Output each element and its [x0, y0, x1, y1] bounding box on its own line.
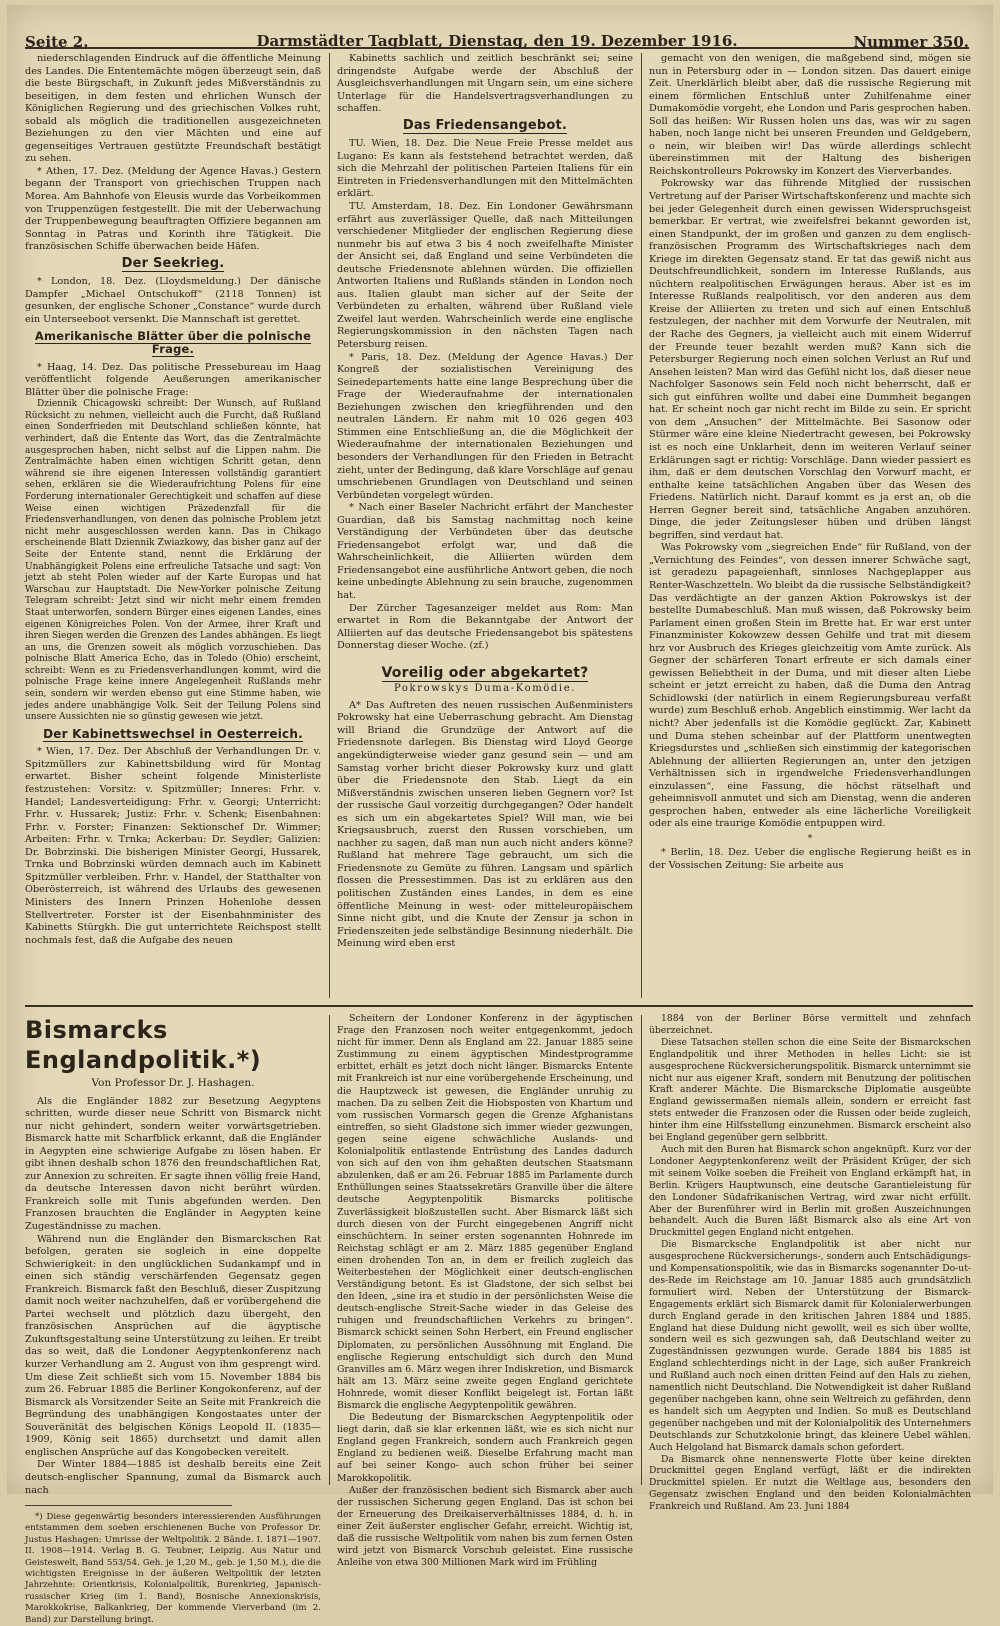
- column-divider: [329, 53, 330, 998]
- article-text: * Berlin, 18. Dez. Ueber die englische Regierung heißt es in der Vossischen Zeitung: Sie arbeite aus: [649, 847, 971, 871]
- column-divider: [641, 53, 642, 998]
- footnote-rule: [25, 1505, 232, 1506]
- article-text: Kabinetts sachlich und zeitlich beschränkt sei; seine dringendste Aufgabe werde der Abschluß der Ausgleichsverhandlungen mit Ungarn sein, um eine sichere Unterlage für die Handelsvertragsverhandlungen zu schaffen.: [337, 53, 633, 115]
- article-text: Was Pokrowsky vom „siegreichen Ende“ für Rußland, von der „Vernichtung des Feindes“, von dessen innerer Schwäche sagt, ist geradezu papageienhaft, sinnloses Nachgeplapper aus Renter-Waschzetteln. Wo bleibt da die russische Selbständigkeit? Das verdächtigte an der ganzen Aktion Pokrowskys ist der bestellte Dumabeschluß. Man muß wissen, daß Pokrowsky beim Parlament einen großen Stein im Brette hat. Er war erst unter Finanzminister Kokowzew dessen Gehilfe und trat mit diesem hrz vor Ausbruch des Krieges gleichzeitig vom Amte zurück. Als Gegner der schärferen Tonart erfreute er sich damals einer gewissen Beliebtheit in der Duma, und mit dieser alten Liebe scheint er jetzt erreicht zu haben, daß die Duma den Antrag Schidlowski (der natürlich in einem Regierungsbureau verfaßt wurde) zum Beschluß erhob. Angeblich einstimmig. Wer lacht da nicht? Aber jedenfalls ist die Komödie geglückt. Zar, Kabinett und Duma stehen scheinbar auf der Plattform unentwegten Kriegsdurstes und „schließen sich einstimmig der kategorischen Ablehnung der alliierten Regierungen an, unter den jetzigen Verhältnissen sich in irgendwelche Friedensverhandlungen einzulassen“, eine Fassung, die höchst rätselhaft und geheimnisvoll anmutet und sich am Dienstag, wenn die anderen gesprochen haben, entweder als eine lächerliche Voreiligkeit oder als eine traurige Komödie entpuppen wird.: [649, 542, 971, 830]
- article-text: A* Das Auftreten des neuen russischen Außenministers Pokrowsky hat eine Ueberraschung gebracht. Am Dienstag will Briand die Grundzüge der Antwort auf die Friedensnote darlegen. Bis Dienstag wird Lloyd George angekündigterweise wieder ganz gesund sein — und am Samstag vorher bricht dieser Pokrowsky kurz und glatt über die Friedensnote den Stab. Liegt da ein Mißverständnis zwischen unseren lieben Gegnern vor? Ist der russische Gaul vorzeitig durchgegangen? Oder handelt es sich um ein abgekartetes Spiel? Will man, wie bei Kriegsausbruch, zuerst den Russen vorschieben, um nachher zu sagen, daß man nun auch nicht anders könne? Rußland hat mehrere Tage gebraucht, um sich die Friedensnote zu Gemüte zu führen. Langsam und spärlich flossen die Pressestimmen. Das ist zu erklären aus den politischen Zuständen eines Landes, in dem es eine öffentliche Meinung in west- oder mitteleuropäischem Sinne nicht gibt, und die Knute der Zensur ja schon in Friedenszeiten jede selbständige Besinnung niederhält. Die Meinung wird eben erst: [337, 699, 633, 950]
- article-text: Als die Engländer 1882 zur Besetzung Aegyptens schritten, wurde dieser neue Schritt von Bismarck nicht nur nicht gehindert, sondern weiter vorwärtsgetrieben. Bismarck hatte mit Scharfblick erkannt, daß die Engländer in Aegypten eine schwierige Aufgabe zu lösen haben. Er gibt ihnen deshalb schon 1876 den freundschaftlichen Rat, zur Annexion zu schreiten. Er sagte ihnen völlig freie Hand, da deutsche Interessen davon nicht berührt würden. Frankreich solle mit Tunis abgefunden werden. Den Franzosen brauchten die Engländer in Aegypten keine Zugeständnisse zu machen.: [25, 1095, 321, 1233]
- lower-column-2: [337, 1013, 633, 1569]
- article-text: Der Winter 1884—1885 ist deshalb bereits eine Zeit deutsch-englischer Spannung, zumal da Bismarck auch nach: [25, 1459, 321, 1496]
- article-text: Die Bedeutung der Bismarckschen Aegyptenpolitik oder liegt darin, daß sie klar erkennen läßt, wie es sich nicht nur England gegen Frankreich, sondern auch Frankreich gegen England zu bedienen weiß. Dieselbe Erfahrung macht man auf bei seiner Kongo- auch schon früher bei seiner Marokkopolitik.: [337, 1412, 633, 1484]
- article-text: * Nach einer Baseler Nachricht erfährt der Manchester Guardian, daß bis Samstag nachmittag noch keine Verständigung der Verbündeten über das deutsche Friedensangebot erfolgt war, und daß die Wahrscheinlichkeit, die Alliierten würden dem Friedensangebot eine ausführliche Antwort geben, die noch keine unbedingte Ablehnung zu sein brauche, zugenommen hat.: [337, 502, 633, 601]
- section-heading: Voreilig oder abgekartet?: [381, 664, 589, 681]
- section-divider: [25, 1005, 973, 1007]
- column-divider: [641, 1015, 642, 1485]
- lower-column-1: [25, 1015, 321, 1625]
- article-text: TU. Amsterdam, 18. Dez. Ein Londoner Gewährsmann erfährt aus zuverlässiger Quelle, daß nach Mitteilungen verschiedener Mitglieder der englischen Regierung diese nunmehr bis auf etwa 3 bis 4 noch zweifelhafte Minister der Ansicht sei, daß England und seine Verbündeten die deutsche Friedensnote ablehnen würden. Die offiziellen Antworten Italiens und Rußlands ständen in London noch aus. Italien glaubt man sicher auf der Seite der Verbündeten zu erhalten, während über Rußland viele Zweifel laut werden. Wahrscheinlich werde eine englische Regierungskommission in den nächsten Tagen nach Petersburg reisen.: [337, 201, 633, 351]
- article-text: * Paris, 18. Dez. (Meldung der Agence Havas.) Der Kongreß der sozialistischen Vereinigung des Seinedepartements hatte eine lange Besprechung über die Frage der Wiederaufnahme der internationalen Beziehungen zwischen den kriegführenden und den neutralen Ländern. Er nahm mit 10 026 gegen 403 Stimmen eine Entschließung an, die die Möglichkeit der Wiederaufnahme der internationalen Beziehungen und besonders der Verhandlungen für den Frieden in Betracht zieht, unter der Bedingung, daß klare Vorschläge auf genau umschriebenen Grundlagen von Deutschland und seinen Verbündeten vorgelegt würden.: [337, 351, 633, 501]
- author-byline: Von Professor Dr. J. Hashagen.: [91, 1077, 255, 1089]
- article-subtitle: Pokrowskys Duma-Komödie.: [393, 683, 577, 695]
- separator-star: *: [807, 833, 813, 844]
- article-text: niederschlagenden Eindruck auf die öffentliche Meinung des Landes. Die Ententemächte mögen überzeugt sein, daß die beste Bürgschaft, in Zukunft jedes Mißverständnis zu beseitigen, in dem festen und ehrlichen Wunsch der Königlichen Regierung und des griechischen Volkes ruht, sobald als möglich die traditionellen ausgezeichneten Beziehungen zu den vier Mächten und eine auf gegenseitiges Vertrauen gestützte Freundschaft bestätigt zu sehen.: [25, 53, 321, 165]
- article-text: * London, 18. Dez. (Lloydsmeldung.) Der dänische Dampfer „Michael Ontschukoff“ (2118 Tonnen) ist gesunken, der englische Schoner „Constance“ wurde durch ein Unterseeboot versenkt. Die Mannschaft ist gerettet.: [25, 276, 321, 325]
- article-text: * Haag, 14. Dez. Das politische Pressebureau im Haag veröffentlicht folgende Aeußerungen amerikanischer Blätter über die polnische Frage:: [25, 361, 321, 398]
- lower-column-3: [649, 1013, 971, 1513]
- article-text: Diese Tatsachen stellen schon die eine Seite der Bismarckschen Englandpolitik und ihrer Methoden in helles Licht: sie ist ausgesprochene Rückversicherungspolitik. Bismarck unternimmt sie nicht nur aus eigener Kraft, sondern mit Benutzung der politischen Kraft anderer Mächte. Die Bismarcksche Diplomatie ausgeübte England gewissermaßen niemals allein, sondern er erreicht fast stets entweder die Franzosen oder die Russen oder beide zugleich, hinter ihm eine Hilfsstellung einzunehmen. Bismarck erscheint also bei England gegenüber gern selbbritt.: [649, 1036, 971, 1144]
- footnote-text: *) Diese gegenwärtig besonders interessierenden Ausführungen entstammen dem soeben erschienenen Buche von Professor Dr. Justus Hashagen: Umrisse der Weltpolitik. 2 Bände. I. 1871—1907. II. 1908—1914. Verlag B. G. Teubner, Leipzig. Aus Natur und Geisteswelt, Band 553/54. Geh. je 1,20 M., geb. je 1,50 M.), die die wichtigsten Ereignisse in der äußeren Weltpolitik der letzten Jahrzehnte: Orientkrisis, Kolonialpolitik, Burenkrieg, Japanisch-russischer Krieg (im 1. Band), Bosnische Annexionskrisis, Marokkokrise, Balkankrieg, Der kommende Vierverband (im 2. Band) zur Darstellung bringt.: [25, 1512, 321, 1625]
- article-text: TU. Wien, 18. Dez. Die Neue Freie Presse meldet aus Lugano: Es kann als feststehend betrachtet werden, daß sich die Mehrzahl der politischen Parteien Italiens für ein Eintreten in Friedensverhandlungen mit den Mittelmächten erklärt.: [337, 138, 633, 200]
- article-text: * Wien, 17. Dez. Der Abschluß der Verhandlungen Dr. v. Spitzmüllers zur Kabinettsbildung wird für Montag erwartet. Bisher scheint folgende Ministerliste festzustehen: Vorsitz: v. Spitzmüller; Inneres: Frhr. v. Handel; Landesverteidigung: Frhr. v. Georgi; Unterricht: Frhr. v. Hussarek; Justiz: Frhr. v. Schenk; Eisenbahnen: Frhr. v. Forster; Finanzen: Sektionschef Dr. Wimmer; Arbeiten: Frhr. v. Trnka; Ackerbau: Dr. Seydler; Galizien: Dr. Bobrzinski. Die bisherigen Minister Georgi, Hussarek, Trnka und Bobrzinski würden demnach auch im Kabinett Spitzmüller verbleiben. Frhr. v. Handel, der Statthalter von Oberösterreich, ist während des Urlaubs des gewesenen Ministers des Innern Prinzen Hohenlohe dessen Stellvertreter. Forster ist der Eisenbahnminister des Kabinetts Stürgkh. Die gut unterrichtete Reichspost stellt nochmals fest, daß die Aufgabe des neuen: [25, 746, 321, 946]
- column-divider: [329, 1015, 330, 1485]
- article-text: Während nun die Engländer den Bismarckschen Rat befolgen, geraten sie sogleich in eine doppelte Schwierigkeit: in den unglücklichen Sudankampf und in einen sich ständig verschärfenden Gegensatz gegen Frankreich. Bismarck faßt den Beschluß, dieser Zuspitzung damit noch weiter nachzuhelfen, daß er vorübergehend die Partei wechselt und plötzlich dazu übergeht, den französischen Ansprüchen auf die ägyptische Zukunftsgestaltung seine Unterstützung zu leihen. Er treibt das so weit, daß die Londoner Aegyptenkonferenz nach kurzer Verhandlung am 2. August von ihm gesprengt wird. Um diese Zeit schließt sich vom 15. November 1884 bis zum 26. Februar 1885 die Berliner Kongokonferenz, auf der Bismarck als Vorsitzender Seite an Seite mit Frankreich die Begründung des unabhängigen Kongostaates unter der Souveränität des belgischen Königs Leopold II. (1835—1909, König seit 1865) durchsetzt und damit allen englischen Ansprüche auf das Kongobecken vereitelt.: [25, 1233, 321, 1458]
- article-text: gemacht von den wenigen, die maßgebend sind, mögen sie nun in Petersburg oder in — London sitzen. Das dauert einige Zeit. Unerklärlich bleibt aber, daß die russische Regierung mit einem förmlichen Entschluß unter Zuhilfenahme einer Dumakomödie vorgeht, ehe London und Paris gesprochen haben. Soll das heißen: Wir Russen holen uns das, was wir zu sagen haben, noch lange nicht bei unseren Freunden und Geldgebern, o nein, wir bleiben wir! Das würde allerdings schlecht übereinstimmen mit der Haltung des bisherigen Reichskontrolleurs Pokrowsky im Konzert des Vierverbandes.: [649, 53, 971, 177]
- upper-column-2: [337, 53, 633, 998]
- page-number: Seite 2.: [25, 33, 89, 51]
- article-text: Scheitern der Londoner Konferenz in der ägyptischen Frage den Franzosen noch weiter entgegenkommt, jedoch nicht für immer. Denn als England am 22. Januar 1885 seine Zustimmung zu einem ägyptischen Mindestprogramme erbittet, erhält es jetzt doch nicht länger. Bismarcks Entente mit Frankreich ist nur eine vorübergehende Erscheinung, und die Hauptzweck ist gewesen, die Engländer unruhig zu machen. Da zu selben Zeit die Hiobsposten von Khartum und vom russischen Vormarsch gegen die Grenze Afghanistans eintreffen, so sieht Gladstone sich immer wieder gezwungen, gegen seine eigene schwächliche Auslands- und Kolonialpolitik entlastende Entrüstung des Landes dadurch von sich auf den von ihm gehaßten deutschen Staatsmann abzulenken, daß er am 26. Februar 1885 im Parlamente durch Enthüllungen seines Staatssekretärs Granville über die ältere deutsche Aegyptenpolitik Bismarcks politische Zuverlässigkeit bloßzustellen sucht. Aber Bismarck läßt sich durch diesen von der Furcht eingegebenen Angriff nicht einschüchtern. In seiner ersten sogenannten Hohnrede im Reichstag schlägt er am 2. März 1885 gegenüber England einen drohenden Ton an, in dem er freilich zugleich das Weiterbestehen der Möglichkeit einer deutsch-englischen Verständigung betont. Es ist Gladstone, der sich selbst bei den Ideen, „sine ira et studio in der persönlichsten Weise die deutsch-englische Streit-Sache wieder in das Geleise des ruhigen und freundschaftlichen Verkehrs zu bringen“. Bismarck schickt seinen Sohn Herbert, ein Freund englischer Diplomaten, zu persönlichen Aussöhnung mit England. Die englische Regierung entschuldigt sich durch den Mund Granvilles am 6. März wegen ihrer Indiskretion, und Bismarck hält am 13. März seine zweite gegen England gerichtete Hohnrede, womit dieser Konflikt beigelegt ist. Fortan läßt Bismarck die englische Aegyptenpolitik gewähren.: [337, 1013, 633, 1411]
- article-text: Auch mit den Buren hat Bismarck schon angeknüpft. Kurz vor der Londoner Aegyptenkonferenz weilt der Präsident Krüger, der sich mit seinem Volke soeben die Freiheit von England erkämpft hat, in Berlin. Krügers Hauptwunsch, eine deutsche Garantieleistung für den Londoner Südafrikanischen Vertrag, wird zwar nicht erfüllt. Aber der Burenführer wird in Berlin mit großen Auszeichnungen behandelt. Auch die Buren läßt Bismarck also als eine Art von Druckmittel gegen England nicht entgehen.: [649, 1143, 971, 1239]
- upper-column-3: [649, 53, 971, 998]
- section-heading: Der Kabinettswechsel in Oesterreich.: [43, 726, 303, 741]
- article-text: Pokrowsky war das führende Mitglied der russischen Vertretung auf der Pariser Wirtschaftskonferenz und machte sich bei jeder Gelegenheit durch einen gewissen Widerspruchsgeist bemerkbar. Er vertrat, wie zweifelsfrei bekannt geworden ist, einen Standpunkt, der im großen und ganzen zu dem englisch-französischen Programm des Wirtschaftskrieges nach dem Kriege im direkten Gegensatz stand. Er tat das gewiß nicht aus Deutschfreundlichkeit, sondern im Interesse Rußlands, aus nüchtern realpolitischen Erwägungen heraus. Aber ist es im Interesse Rußlands realpolitisch, vor den anderen aus dem Kreise der Alliierten zu treten und sich auf einen Entschluß festzulegen, der nachher mit dem Vorwurfe der Neutralen, mit der Rache des Gegners, ja vielleicht auch mit einem Widerruf der Freunde teuer bezahlt werden muß? Kann sich die Petersburger Regierung noch einen solchen Verlust an Ruf und Ansehen leisten? Man wird das Gefühl nicht los, daß dieser neue Nachfolger Sasonows sein Feld noch nicht beherrscht, daß er sich gut einführen wollte und dabei eine Dummheit begangen hat. Er scheint noch gar nicht recht im Bilde zu sein. Er spricht von dem „Ansuchen“ der Mittelmächte. Bei Sasonow oder Stürmer wäre eine kleine Niedertracht gewesen, bei Pokrowsky ist es noch eine Unklarheit, denn im weiteren Verlauf seiner Erklärungen sagt er richtig: Vorschläge. Dann wieder passiert es ihm, daß er dem deutschen Vorschlag den Vorwurf macht, er enthalte keine tatsächlichen Angaben über das Wesen des Friedens. Natürlich nicht. Darauf kommt es ja erst an, ob die Herren Gegner bereit sind, tatsächliche Angaben anzuhören. Dinge, die jeder Zeitungsleser hüben und drüben längst begriffen, sind verdaut hat.: [649, 178, 971, 541]
- feature-title: Bismarcks Englandpolitik.*): [25, 1016, 262, 1074]
- article-text: * Athen, 17. Dez. (Meldung der Agence Havas.) Gestern begann der Transport von griechischen Truppen nach Morea. Am Bahnhofe von Eleusis wurde das Vorbeikommen von Truppenzügen festgestellt. Die mit der Ueberwachung der Truppenbewegung beauftragten Offiziere begannen am Sonntag in Patras und Korinth ihre Tätigkeit. Die französischen Schiffe überwachen beide Häfen.: [25, 165, 321, 253]
- article-text: 1884 von der Berliner Börse vermittelt und zehnfach überzeichnet.: [649, 1013, 971, 1036]
- upper-column-1: [25, 53, 321, 998]
- section-heading: Der Seekrieg.: [121, 255, 225, 271]
- article-text: Der Zürcher Tagesanzeiger meldet aus Rom: Man erwartet in Rom die Bekanntgabe der Antwort der Alliierten auf das deutsche Friedensangebot bis spätestens Donnerstag dieser Woche. (zf.): [337, 602, 633, 652]
- article-text: Dziennik Chicagowski schreibt: Der Wunsch, auf Rußland Rücksicht zu nehmen, vielleicht auch die Furcht, daß Rußland einen Sonderfrieden mit Deutschland schließen könnte, hat verhindert, daß die Entente das Wort, das die Zentralmächte ausgesprochen haben, nicht selbst auf die Lippen nahm. Die Zentralmächte haben einen wichtigen Schritt getan, denn während sie ihre eigenen Interessen vollständig garantiert sehen, erklären sie die Wiederaufrichtung Polens für eine Forderung internationaler Gerechtigkeit und schaffen auf diese Weise einen wichtigen Präzedenzfall für die Friedensverhandlungen, von denen das polnische Problem jetzt nicht mehr ausgeschlossen werden kann. Das in Chikago erscheinende Blatt Dziennik Zwiazkowy, das bisher ganz auf der Seite der Entente stand, nennt die Erklärung der Unabhängigkeit Polens eine erfreuliche Tatsache und sagt: Von jetzt ab steht Polen wieder auf der Karte Europas und hat Warschau zur Hauptstadt. Die New-Yorker polnische Zeitung Telegram schreibt: Jetzt sind wir nicht mehr einem fremden Staat unterworfen, sondern Bürger eines eigenen Landes, eines eigenen Königreiches Polen. Von der Armee, ihrer Kraft und ihren Siegen werden die Grenzen des Landes abhängen. Es liegt an uns, die Grenzen soweit als möglich vorzuschieben. Das polnische Blatt America Echo, das in Toledo (Ohio) erscheint, schreibt: Wenn es zu Friedensverhandlungen kommt, wird die polnische Frage keine innere Angelegenheit Rußlands mehr sein, sondern wir werden ebenso gut eine Stimme haben, wie jedes andere unabhängige Volk. Seit der Teilung Polens sind unsere Aussichten nie so günstig gewesen wie jetzt.: [25, 399, 321, 723]
- article-text: Die Bismarcksche Englandpolitik ist aber nicht nur ausgesprochene Rückversicherungs-, sondern auch Entschädigungs- und Kompensationspolitik, wie das in Bismarcks sogenannter Do-ut-des-Rede im Reichstage am 10. Januar 1885 auch grundsätzlich formuliert wird. Neben der Unterstützung der Bismarck-Engagements erklärt sich Bismarck damit für Kolonialerwerbungen durch England gerade in den kritischen Jahren 1884 und 1885. England hat diese Duldung nicht gewollt, weil es sich über wollte, sondern weil es sich gezwungen sah, daß Deutschland weiter zu Zugeständnissen gezwungen wurde. Gerade 1884 bis 1885 ist England schlechterdings nicht in der Lage, sich außer Frankreich und Rußland auch noch einen dritten Feind auf den Hals zu ziehen, namentlich nicht Deutschland. Die Notwendigkeit ist daher Rußland gegenüber nachgeben kann, ohne sein Weltreich zu gefährden, denn es handelt sich um Aegypten und Indien. So muß es Deutschland gegenüber nachgeben und mit der Kolonialpolitik des Unternehmers Deutschlands zur Schutzkolonie bringt, das kleinere Uebel wählen. Auch Helgoland hat Bismarck damals schon gefordert.: [649, 1239, 971, 1453]
- masthead-title: Darmstädter Tagblatt, Dienstag, den 19. Dezember 1916.: [256, 32, 738, 50]
- section-heading: Amerikanische Blätter über die polnische Frage.: [34, 329, 312, 357]
- issue-number: Nummer 350.: [853, 33, 969, 51]
- newspaper-page: [7, 5, 993, 1625]
- page-header: [25, 11, 969, 49]
- article-text: Außer der französischen bedient sich Bismarck aber auch der russischen Sicherung gegen England. Das ist schon bei der Erneuerung des Dreikaiserverhältnisses 1884, d. h. in einer Zeit äußerster englischer Gefahr, erreicht. Wichtig ist, daß die russische Weltpolitik vom nahen bis zum fernen Osten wird jetzt von Bismarck Vorschub geleistet. Eine russische Anleihe von etwa 300 Millionen Mark wird im Frühling: [337, 1484, 633, 1569]
- footnote: [25, 1512, 321, 1626]
- section-heading: Das Friedensangebot.: [402, 117, 568, 133]
- article-text: Da Bismarck ohne nennenswerte Flotte über keine direkten Druckmittel gegen England verfügt, läßt er die indirekten Druckmittel spielen. Er nutzt die Weltlage aus, besonders den Gegensatz zwischen England und den beiden Kolonialmächten Frankreich und Rußland. Am 23. Juni 1884: [649, 1453, 971, 1513]
